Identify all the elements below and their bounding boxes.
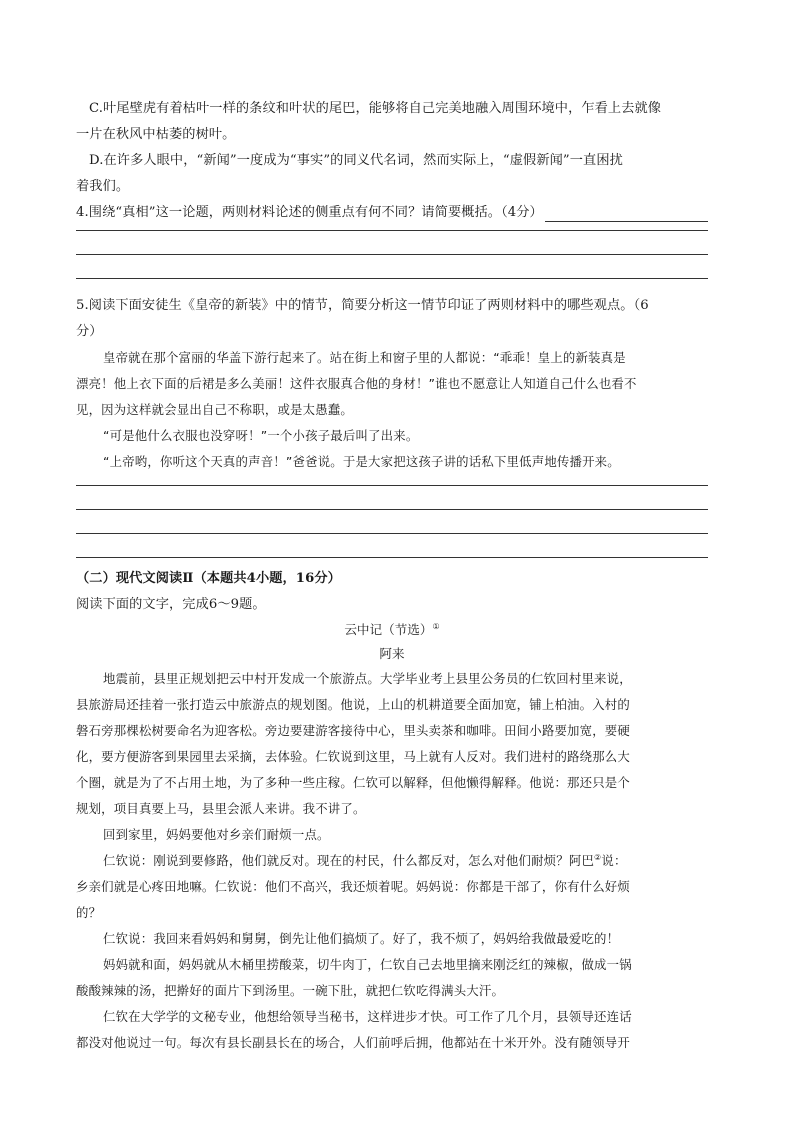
passage-line: 地震前，县里正规划把云中村开发成一个旅游点。大学毕业考上县里公务员的仁钦回村里来说， <box>103 671 632 686</box>
passage-line: 仁钦说：我回来看妈妈和舅舅，倒先让他们搞烦了。好了，我不烦了，妈妈给我做最爱吃的！ <box>103 931 620 946</box>
passage-line: 的？ <box>76 905 102 920</box>
question-4-text: 4.围绕“真相”这一论题，两则材料论述的侧重点有何不同？请简要概括。（4分） <box>76 205 543 220</box>
passage-line: 乡亲们就是心疼田地嘛。仁钦说：他们不高兴，我还烦着呢。妈妈说：你都是干部了，你有什么好烦 <box>76 879 630 894</box>
option-d-line1: D.在许多人眼中，“新闻”一度成为“事实”的同义代名词，然而实际上，“虚假新闻”一直困扰 <box>89 153 623 168</box>
excerpt-line: 漂亮！他上衣下面的后裙是多么美丽！这件衣服真合他的身材！”谁也不愿意让人知道自己什么也看不 <box>76 376 637 391</box>
footnote-marker: ② <box>594 852 602 862</box>
question-5-line2: 分） <box>76 324 103 339</box>
passage-line: 规划，项目真要上马，县里会派人来讲。我不讲了。 <box>76 801 366 816</box>
question-4 <box>76 200 708 226</box>
passage-line: 仁钦在大学学的文秘专业，他想给领导当秘书，这样进步才快。可工作了几个月，县领导还连话 <box>103 1009 632 1024</box>
section-instruction: 阅读下面的文字，完成6～9题。 <box>76 597 266 612</box>
excerpt-line: “上帝哟，你听这个天真的声音！”爸爸说。于是大家把这孩子讲的话私下里低声地传播开来。 <box>103 454 620 469</box>
option-d-line2: 着我们。 <box>76 179 130 194</box>
excerpt-line: “可是他什么衣服也没穿呀！”一个小孩子最后叫了出来。 <box>103 428 419 443</box>
passage-line: 化，要方便游客到果园里去采摘，去体验。仁钦说到这里，马上就有人反对。我们进村的路绕那么大 <box>76 749 630 764</box>
passage-line: 妈妈就和面，妈妈就从木桶里捞酸菜，切牛肉丁，仁钦自己去地里摘来刚泛红的辣椒，做成一锅 <box>103 957 632 972</box>
passage-author: 阿来 <box>379 646 405 661</box>
passage-line <box>76 848 708 874</box>
footnote-marker: ① <box>432 621 440 631</box>
passage-text: 仁钦说：刚说到要修路，他们就反对。现在的村民，什么都反对，怎么对他们耐烦？阿巴 <box>103 853 595 868</box>
passage-title-text: 云中记（节选） <box>344 622 433 637</box>
passage-line: 都没对他说过一句。每次有县长副县长在的场合，人们前呼后拥，他都站在十米开外。没有随领导开 <box>76 1035 630 1050</box>
option-c-line2: 一片在秋风中枯萎的树叶。 <box>76 127 236 142</box>
exam-page <box>76 96 708 1056</box>
option-c-line1: C.叶尾壁虎有着枯叶一样的条纹和叶状的尾巴，能够将自己完美地融入周围环境中，乍看上去就像 <box>89 101 662 116</box>
passage-text: 说： <box>601 853 627 868</box>
passage-line: 回到家里，妈妈要他对乡亲们耐烦一点。 <box>103 827 330 842</box>
passage-line: 磐石旁那棵松树要命名为迎客松。旁边要建游客接待中心，里头卖茶和咖啡。田间小路要加宽，要硬 <box>76 723 630 738</box>
question-5-line1: 5.阅读下面安徒生《皇帝的新装》中的情节，简要分析这一情节印证了两则材料中的哪些观点。（6 <box>76 298 649 313</box>
passage-line: 县旅游局还挂着一张打造云中旅游点的规划图。他说，上山的机耕道要全面加宽，铺上柏油。入村的 <box>76 697 630 712</box>
excerpt-line: 皇帝就在那个富丽的华盖下游行起来了。站在街上和窗子里的人都说：“乖乖！皇上的新装真是 <box>103 350 626 365</box>
section-heading: （二）现代文阅读Ⅱ（本题共4小题，16分） <box>76 571 341 586</box>
passage-line: 个圈，就是为了不占用土地，为了多种一些庄稼。仁钦可以解释，但他懒得解释。他说：那还只是个 <box>76 775 630 790</box>
passage-line: 酸酸辣辣的汤，把擀好的面片下到汤里。一碗下肚，就把仁钦吃得满头大汗。 <box>76 983 505 998</box>
excerpt-line: 见，因为这样就会显出自己不称职，或是太愚蠢。 <box>76 402 353 417</box>
answer-blank-inline[interactable] <box>545 203 708 222</box>
passage-title <box>76 618 708 642</box>
